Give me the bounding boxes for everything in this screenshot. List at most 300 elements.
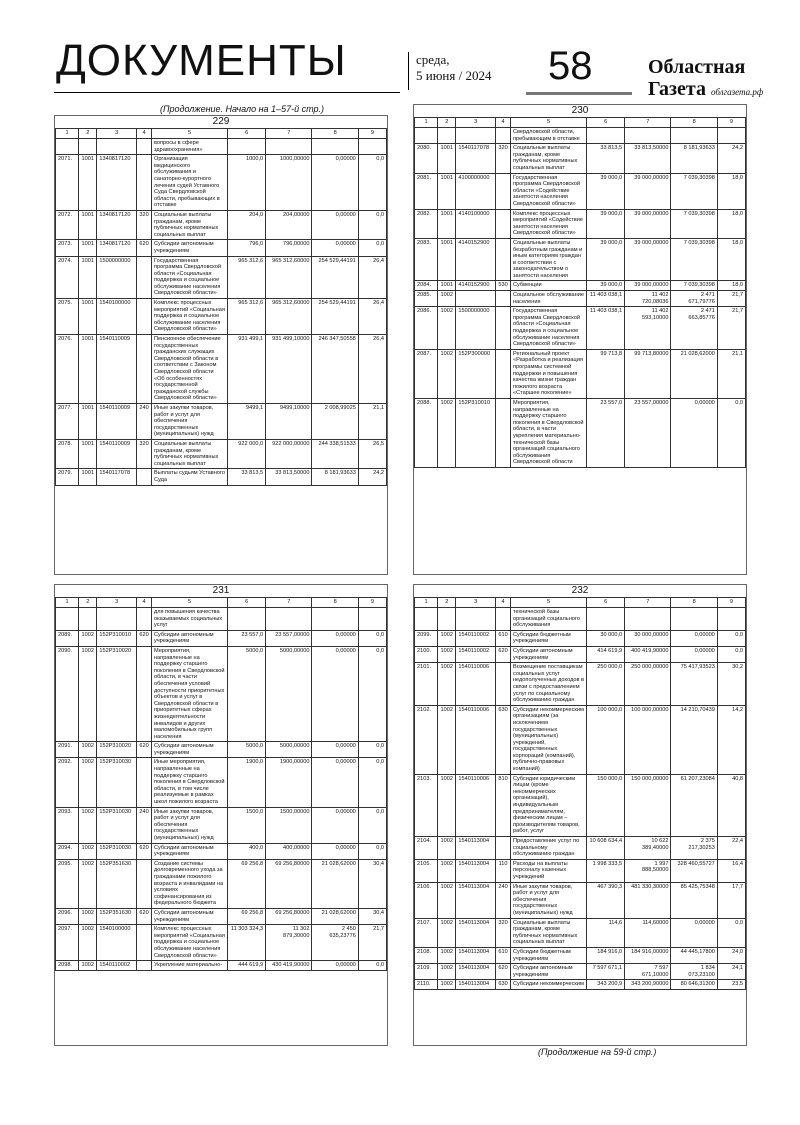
table-cell: 4140100000 — [456, 209, 496, 238]
table-cell: 21 028,62000 — [312, 908, 358, 924]
budget-table — [55, 597, 387, 971]
table-cell: 2095. — [56, 859, 79, 908]
table-cell: 99 713,80000 — [625, 349, 671, 398]
table-cell: 2078. — [56, 439, 79, 468]
table-cell: 1000,0 — [228, 155, 266, 211]
table-cell: 1540117078 — [456, 144, 496, 173]
table-cell: 40,8 — [717, 774, 745, 836]
table-cell: 400,00000 — [266, 843, 312, 859]
table-cell — [625, 128, 671, 144]
table-cell: 152P310020 — [97, 742, 137, 758]
table-cell — [717, 128, 745, 144]
table-cell: 2 375 217,30253 — [671, 837, 717, 860]
table-cell: 85 425,75348 — [671, 882, 717, 918]
table-cell: 39 000,0 — [587, 173, 625, 209]
table-cell — [415, 608, 438, 631]
table-row — [415, 918, 746, 947]
table-panel-232 — [413, 584, 747, 1046]
table-cell: 530 — [496, 281, 511, 291]
table-cell: 1002 — [438, 980, 456, 990]
table-cell: Создание системы долговременного ухода за гражданами пожилого возраста и инвалидами на условиях софинансирования из федерального бюджета — [151, 859, 227, 908]
table-cell: 0,0 — [358, 240, 386, 256]
table-cell: Иные закупки товаров, работ и услуг для обеспечения государственных (муниципальных) нужд — [510, 882, 586, 918]
table-cell: Субсидии автономным учреждениям — [510, 646, 586, 662]
column-header: 6 — [228, 129, 266, 139]
table-cell: 0,00000 — [312, 843, 358, 859]
table-cell: 2106. — [415, 882, 438, 918]
column-header: 3 — [97, 598, 137, 608]
table-cell: 2 008,99025 — [312, 403, 358, 439]
table-cell: 1540113004 — [456, 918, 496, 947]
brand-line-1: Областная — [648, 56, 746, 78]
table-row — [415, 882, 746, 918]
table-cell: 2084. — [415, 281, 438, 291]
table-cell — [137, 608, 152, 631]
table-cell: 414 619,9 — [587, 646, 625, 662]
table-row — [415, 608, 746, 631]
table-cell: Комплекс процессных мероприятий «Содействие занятости населения Свердловской области» — [510, 209, 586, 238]
table-row — [56, 925, 387, 961]
table-cell: Социальные выплаты гражданам, кроме публичных нормативных социальных выплат — [151, 210, 227, 239]
table-cell: 69 256,80000 — [266, 859, 312, 908]
table-cell: 1002 — [438, 774, 456, 836]
table-cell: Мероприятия, направленные на поддержку старшего поколения в Свердловской области, в части укрепления материально-технической базы организаций социального обслуживания Свердловской области — [510, 398, 586, 467]
table-cell: 0,00000 — [312, 630, 358, 646]
table-cell: 2071. — [56, 155, 79, 211]
table-cell: 30,4 — [358, 859, 386, 908]
table-cell: 33 813,50000 — [266, 469, 312, 485]
section-title: ДОКУМЕНТЫ — [56, 36, 347, 85]
table-cell: Пенсионное обеспечение государственных гражданских служащих Свердловской области в соответствии с Законом Свердловской области «Об особенностях государственной гражданской службы Свердловской области» — [151, 335, 227, 404]
column-header: 3 — [456, 598, 496, 608]
table-cell: 23 557,0 — [587, 398, 625, 467]
table-cell: 1540110002 — [456, 646, 496, 662]
table-row — [56, 469, 387, 485]
table-cell: технической базы организаций социального обслуживания — [510, 608, 586, 631]
table-row — [415, 964, 746, 980]
table-cell: Иные закупки товаров, работ и услуг для обеспечения государственных (муниципальных) нужд — [151, 403, 227, 439]
table-cell: 39 000,00000 — [625, 238, 671, 281]
table-cell: 2097. — [56, 925, 79, 961]
table-cell: 0,0 — [358, 807, 386, 843]
table-row — [56, 961, 387, 971]
table-cell: Социальные выплаты гражданам, кроме публичных нормативных социальных выплат — [151, 439, 227, 468]
issue-date — [416, 52, 491, 84]
table-cell — [496, 663, 511, 706]
table-cell: 30,2 — [717, 663, 745, 706]
table-cell: 1001 — [438, 173, 456, 209]
table-cell: Субсидии юридическим лицам (кроме некоммерческих организаций), индивидуальным предпринимателям, физическим лицам – производителям товаров, работ, услуг — [510, 774, 586, 836]
table-cell: 2083. — [415, 238, 438, 281]
table-cell: 320 — [137, 210, 152, 239]
table-cell: 61 207,23084 — [671, 774, 717, 836]
table-cell — [79, 608, 97, 631]
table-row — [415, 291, 746, 307]
table-cell: Мероприятия, направленные на поддержку старшего поколения в Свердловской области, в части обеспечения условий доступности приоритетных объектов и услуг в Свердловской области в приоритетных сферах жизнедеятельности инвалидов и других маломобильных групп населения — [151, 646, 227, 741]
table-cell: 343 200,9 — [587, 980, 625, 990]
table-cell — [56, 608, 79, 631]
table-cell: 1001 — [79, 256, 97, 299]
table-cell: 430 419,90000 — [266, 961, 312, 971]
table-cell: Субвенции — [510, 281, 586, 291]
table-cell: 21 028,62000 — [312, 859, 358, 908]
table-row — [415, 859, 746, 882]
table-cell: 23,5 — [717, 980, 745, 990]
table-cell: 620 — [137, 742, 152, 758]
table-cell: 0,0 — [717, 918, 745, 947]
table-cell: Комплекс процессных мероприятий «Социальная поддержка и социальное обслуживание населения Свердловской области» — [151, 299, 227, 335]
table-cell: 14 210,70439 — [671, 705, 717, 774]
column-header: 4 — [496, 598, 511, 608]
table-cell: 1540110002 — [456, 630, 496, 646]
table-cell: 150 000,0 — [587, 774, 625, 836]
table-cell: 250 000,0 — [587, 663, 625, 706]
table-cell — [415, 128, 438, 144]
column-header: 9 — [358, 598, 386, 608]
table-panel-230 — [413, 104, 747, 575]
panel-number: 231 — [212, 585, 230, 596]
column-header: 6 — [228, 598, 266, 608]
table-cell: 320 — [496, 144, 511, 173]
table-cell — [137, 646, 152, 741]
brand-site: облгазета.рф — [710, 87, 764, 97]
table-row — [415, 705, 746, 774]
table-cell: 39 000,0 — [587, 238, 625, 281]
table-cell: 1002 — [79, 758, 97, 807]
table-row — [415, 173, 746, 209]
table-cell: 1540113004 — [456, 980, 496, 990]
column-header: 4 — [137, 129, 152, 139]
table-cell: 24,2 — [717, 144, 745, 173]
table-row — [415, 349, 746, 398]
table-cell — [358, 608, 386, 631]
table-cell: 1002 — [79, 961, 97, 971]
table-cell: 1001 — [438, 209, 456, 238]
table-cell: Субсидии автономным учреждениям — [151, 908, 227, 924]
table-cell: 5000,00000 — [266, 646, 312, 741]
table-cell: 240 — [137, 807, 152, 843]
table-cell — [137, 961, 152, 971]
table-row — [415, 947, 746, 963]
table-cell: 11 302 879,30000 — [266, 925, 312, 961]
table-cell: 2079. — [56, 469, 79, 485]
table-cell — [496, 837, 511, 860]
table-cell — [496, 128, 511, 144]
table-cell: 2092. — [56, 758, 79, 807]
table-cell: 2094. — [56, 843, 79, 859]
table-cell: 99 713,8 — [587, 349, 625, 398]
table-cell — [438, 128, 456, 144]
table-cell: 17,7 — [717, 882, 745, 918]
table-cell — [496, 398, 511, 467]
table-cell: 23 557,00000 — [266, 630, 312, 646]
table-row — [415, 630, 746, 646]
table-header-row — [56, 598, 387, 608]
table-row — [415, 281, 746, 291]
table-cell: 1540113004 — [456, 882, 496, 918]
table-cell: Свердловской области, пребывающим в отставке — [510, 128, 586, 144]
table-cell: 0,00000 — [312, 240, 358, 256]
table-cell — [137, 155, 152, 211]
table-cell: 69 256,80000 — [266, 908, 312, 924]
table-cell: 0,00000 — [312, 646, 358, 741]
table-cell — [717, 608, 745, 631]
table-cell — [137, 335, 152, 404]
table-cell — [228, 608, 266, 631]
table-cell: 2077. — [56, 403, 79, 439]
table-cell: 0,0 — [358, 742, 386, 758]
table-cell: 1540113004 — [456, 837, 496, 860]
table-cell: 810 — [496, 774, 511, 836]
table-cell: 1002 — [438, 859, 456, 882]
table-row — [56, 299, 387, 335]
table-cell: 620 — [496, 964, 511, 980]
table-cell — [625, 608, 671, 631]
table-cell: 8 181,93633 — [312, 469, 358, 485]
table-cell: 1001 — [79, 335, 97, 404]
table-cell: 2085. — [415, 291, 438, 307]
table-cell: 18,0 — [717, 238, 745, 281]
table-cell: 2 450 635,23776 — [312, 925, 358, 961]
table-cell — [137, 139, 152, 155]
table-cell: 965 312,60000 — [266, 299, 312, 335]
table-cell: Государственная программа Свердловской области «Социальная поддержка и социальное обслуживание населения Свердловской области» — [151, 256, 227, 299]
table-cell: 23 557,00000 — [625, 398, 671, 467]
table-cell: 1 834 073,23100 — [671, 964, 717, 980]
table-cell: 10 608 634,4 — [587, 837, 625, 860]
table-cell: 1500000000 — [97, 256, 137, 299]
table-cell: 1002 — [438, 918, 456, 947]
table-cell: 620 — [137, 908, 152, 924]
table-cell: 1540117078 — [97, 469, 137, 485]
table-cell: 7 039,30398 — [671, 209, 717, 238]
table-cell: 152P300000 — [456, 349, 496, 398]
table-cell: 0,0 — [358, 630, 386, 646]
table-cell: 1340817120 — [97, 240, 137, 256]
table-row — [56, 843, 387, 859]
table-cell: 1500,0 — [228, 807, 266, 843]
table-cell: 1540100000 — [97, 925, 137, 961]
table-cell: 1002 — [79, 630, 97, 646]
table-row — [56, 210, 387, 239]
table-cell: 400 419,90000 — [625, 646, 671, 662]
table-cell: 114,60000 — [625, 918, 671, 947]
table-cell: Государственная программа Свердловской области «Социальная поддержка и социальное обслуживание населения Свердловской области» — [510, 307, 586, 350]
table-cell — [97, 608, 137, 631]
table-cell: 1500000000 — [456, 307, 496, 350]
table-cell: 1001 — [438, 238, 456, 281]
table-row — [56, 608, 387, 631]
table-header-row — [56, 129, 387, 139]
column-header: 9 — [358, 129, 386, 139]
table-cell: 250 000,00000 — [625, 663, 671, 706]
table-cell: 152P310010 — [97, 630, 137, 646]
table-cell — [137, 469, 152, 485]
table-cell: 254 529,44191 — [312, 256, 358, 299]
table-cell: 39 000,0 — [587, 209, 625, 238]
header-rule — [54, 92, 400, 93]
table-cell: 2103. — [415, 774, 438, 836]
table-cell: 1002 — [79, 742, 97, 758]
table-cell: 1540110009 — [97, 335, 137, 404]
table-cell: 2080. — [415, 144, 438, 173]
header-divider — [408, 52, 409, 90]
table-cell — [456, 291, 496, 307]
table-row — [415, 646, 746, 662]
table-cell — [228, 139, 266, 155]
table-cell: Субсидии автономным учреждениям — [151, 630, 227, 646]
table-row — [56, 240, 387, 256]
column-header: 4 — [137, 598, 152, 608]
table-cell: Возмещение поставщикам социальных услуг недополученных доходов в связи с предоставлением услуг по социальному обслуживанию граждан — [510, 663, 586, 706]
table-cell — [496, 238, 511, 281]
table-row — [56, 335, 387, 404]
table-cell: Социальные выплаты гражданам, кроме публичных нормативных социальных выплат — [510, 144, 586, 173]
table-cell: 4100000000 — [456, 173, 496, 209]
table-cell: 796,00000 — [266, 240, 312, 256]
table-cell: 1001 — [438, 144, 456, 173]
table-cell: 100 000,00000 — [625, 705, 671, 774]
table-cell: 444 619,9 — [228, 961, 266, 971]
column-header: 9 — [717, 598, 745, 608]
table-cell: 0,00000 — [671, 646, 717, 662]
table-cell: Субсидии некоммерческим организациям (за исключением государственных (муниципальных) учреждений, государственных корпораций (компаний), публично-правовых компаний) — [510, 705, 586, 774]
column-header: 8 — [312, 129, 358, 139]
table-cell: Государственная программа Свердловской области «Содействие занятости населения Свердловской области» — [510, 173, 586, 209]
table-cell: 1540110006 — [456, 663, 496, 706]
table-cell: 922 000,0 — [228, 439, 266, 468]
table-cell: 7 039,30398 — [671, 281, 717, 291]
table-cell: 467 390,3 — [587, 882, 625, 918]
table-cell: 1002 — [438, 663, 456, 706]
table-cell: 931 499,10000 — [266, 335, 312, 404]
table-cell: 2072. — [56, 210, 79, 239]
table-cell: Предоставление услуг по социальному обслуживанию граждан — [510, 837, 586, 860]
table-cell: 110 — [496, 859, 511, 882]
column-header: 9 — [717, 118, 745, 128]
column-header: 8 — [671, 118, 717, 128]
table-cell: 33 813,5 — [228, 469, 266, 485]
table-row — [415, 144, 746, 173]
table-cell: 184 916,0 — [587, 947, 625, 963]
table-cell: Субсидии некоммерческим — [510, 980, 586, 990]
table-cell: 14,2 — [717, 705, 745, 774]
table-cell — [671, 128, 717, 144]
table-cell: 2100. — [415, 646, 438, 662]
table-cell: Выплаты судьям Уставного Суда — [151, 469, 227, 485]
table-row — [415, 209, 746, 238]
table-cell — [587, 128, 625, 144]
table-cell: 4140152900 — [456, 281, 496, 291]
table-cell: 30,4 — [358, 908, 386, 924]
table-cell: 33 813,50000 — [625, 144, 671, 173]
column-header: 5 — [510, 118, 586, 128]
table-cell: 9499,1 — [228, 403, 266, 439]
table-cell: 184 916,00000 — [625, 947, 671, 963]
column-header: 1 — [415, 598, 438, 608]
newspaper-logo — [648, 56, 763, 103]
table-cell: 1 998 333,5 — [587, 859, 625, 882]
table-cell: 1 997 888,50000 — [625, 859, 671, 882]
table-cell: 0,0 — [717, 630, 745, 646]
table-cell: 11 403 038,1 — [587, 291, 625, 307]
table-cell: 5000,0 — [228, 742, 266, 758]
column-header: 1 — [415, 118, 438, 128]
table-cell: 2073. — [56, 240, 79, 256]
column-header: 2 — [79, 129, 97, 139]
table-cell: 11 402 720,08036 — [625, 291, 671, 307]
table-cell: 2099. — [415, 630, 438, 646]
table-cell: 44 445,17800 — [671, 947, 717, 963]
table-row — [56, 859, 387, 908]
table-cell: 2 471 671,79776 — [671, 291, 717, 307]
table-cell: 0,00000 — [671, 398, 717, 467]
table-cell: 152P310010 — [456, 398, 496, 467]
table-cell: 796,0 — [228, 240, 266, 256]
table-cell: 0,00000 — [312, 807, 358, 843]
table-cell: 39 000,00000 — [625, 281, 671, 291]
table-cell: 240 — [137, 403, 152, 439]
table-cell — [312, 139, 358, 155]
table-cell: Региональный проект «Разработка и реализация программы системной поддержки и повышения качества жизни граждан пожилого возраста «Старшее поколение» — [510, 349, 586, 398]
column-header: 2 — [79, 598, 97, 608]
table-cell: 1002 — [438, 307, 456, 350]
table-cell: 1340817120 — [97, 210, 137, 239]
page-number-underline — [526, 92, 632, 95]
table-row — [415, 774, 746, 836]
table-cell: Организация медицинского обслуживания и санаторно-курортного лечения судей Уставного Суда Свердловской области, пребывающих в отставке — [151, 155, 227, 211]
budget-table — [414, 597, 746, 990]
table-cell: 7 597 671,1 — [587, 964, 625, 980]
table-cell: 254 529,44191 — [312, 299, 358, 335]
table-cell: 152P310020 — [97, 646, 137, 741]
table-cell: 0,00000 — [312, 155, 358, 211]
table-cell: 1001 — [79, 155, 97, 211]
table-cell: 1540113004 — [456, 947, 496, 963]
table-cell: Субсидии бюджетным учреждениям — [510, 947, 586, 963]
table-cell: 1002 — [438, 882, 456, 918]
table-cell: 21 028,62000 — [671, 349, 717, 398]
table-cell: 244 338,51533 — [312, 439, 358, 468]
table-cell: 610 — [496, 947, 511, 963]
table-cell: 0,0 — [358, 210, 386, 239]
table-cell: 26,4 — [358, 256, 386, 299]
table-cell: 965 312,6 — [228, 256, 266, 299]
table-cell: 11 402 593,10000 — [625, 307, 671, 350]
table-cell: 2076. — [56, 335, 79, 404]
table-cell: 4140152900 — [456, 238, 496, 281]
table-cell: 26,4 — [358, 335, 386, 404]
table-cell: 1002 — [438, 349, 456, 398]
table-cell — [496, 608, 511, 631]
column-header: 8 — [671, 598, 717, 608]
table-cell: 2082. — [415, 209, 438, 238]
budget-table — [414, 117, 746, 468]
table-cell — [266, 608, 312, 631]
table-cell: 1001 — [438, 281, 456, 291]
table-cell: 204,0 — [228, 210, 266, 239]
table-cell: 630 — [496, 980, 511, 990]
table-cell — [358, 139, 386, 155]
table-cell: 11 303 324,3 — [228, 925, 266, 961]
table-cell — [456, 128, 496, 144]
table-header-row — [415, 118, 746, 128]
table-cell: 69 256,8 — [228, 859, 266, 908]
table-cell: 152P310030 — [97, 843, 137, 859]
table-cell: 0,00000 — [312, 961, 358, 971]
table-cell: 30 000,0 — [587, 630, 625, 646]
table-cell — [496, 209, 511, 238]
